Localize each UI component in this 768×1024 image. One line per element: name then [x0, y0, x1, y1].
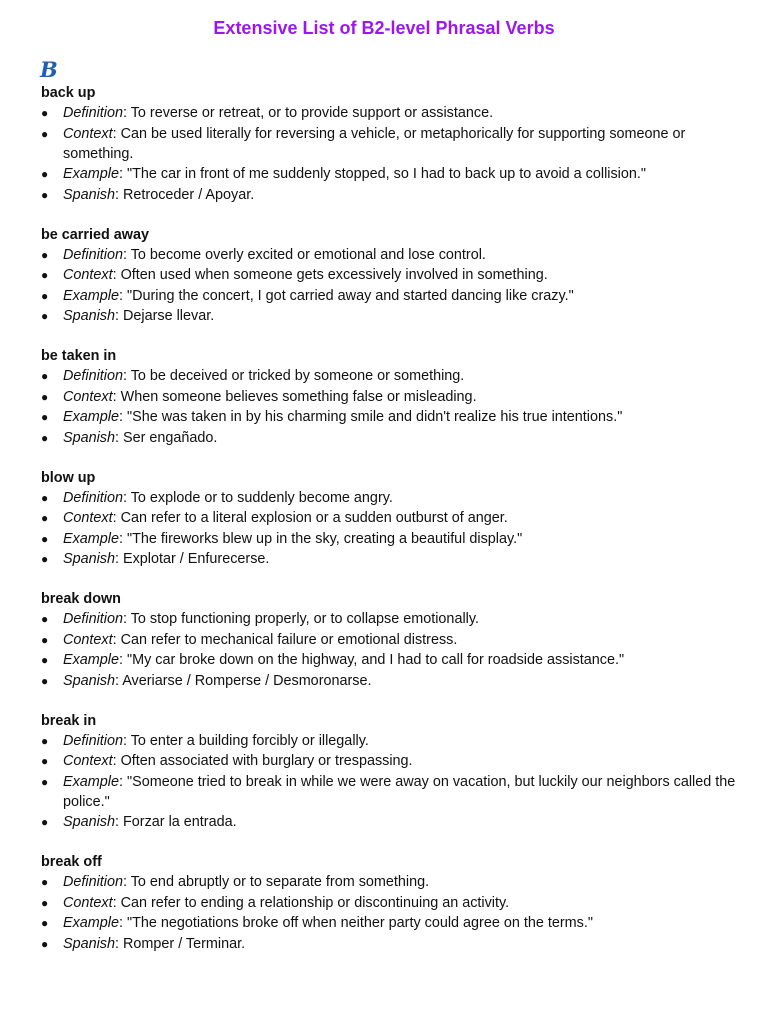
detail-item [41, 671, 741, 691]
entry-term: blow up [41, 469, 96, 486]
detail-item [41, 772, 741, 812]
detail-label: Example [63, 409, 119, 425]
detail-item [41, 428, 741, 448]
bullet-icon: ● [41, 106, 49, 120]
detail-text: : Often associated with burglary or trespassing. [112, 753, 413, 769]
detail-label: Spanish [63, 308, 116, 324]
bullet-icon: ● [41, 247, 49, 262]
detail-text: : To become overly excited or emotional and lose control. [123, 246, 486, 263]
page-title: Extensive List of B2-level Phrasal Verbs [213, 18, 555, 38]
detail-item [41, 164, 741, 184]
detail-label: Example [63, 166, 119, 182]
phrasal-verb-list [41, 83, 741, 974]
entry-details-list [41, 366, 741, 448]
detail-text: : Dejarse llevar. [115, 308, 215, 324]
detail-label: Example [63, 287, 119, 304]
bullet-icon: ● [41, 410, 49, 424]
detail-text: : To explode or to suddenly become angry. [123, 489, 393, 506]
detail-label: Context [63, 753, 113, 769]
entry [41, 468, 741, 570]
detail-label: Context [63, 894, 113, 911]
detail-item [41, 630, 741, 650]
bullet-icon: ● [41, 389, 49, 404]
bullet-icon: ● [41, 612, 49, 626]
bullet-icon: ● [41, 754, 49, 768]
detail-label: Spanish [63, 551, 116, 567]
bullet-icon: ● [41, 430, 49, 445]
detail-item [41, 508, 741, 528]
detail-item [41, 529, 741, 549]
detail-label: Context [63, 510, 113, 526]
detail-text: : Retroceder / Apoyar. [115, 186, 255, 203]
entry [41, 83, 741, 205]
detail-item [41, 751, 741, 771]
entry-details-list [41, 609, 741, 691]
detail-item [41, 872, 741, 892]
entry-term: be carried away [41, 226, 149, 243]
entry-term: break in [41, 712, 97, 729]
detail-label: Spanish [63, 935, 116, 952]
bullet-icon: ● [41, 288, 49, 303]
entry-details-list [41, 245, 741, 327]
detail-item [41, 609, 741, 629]
bullet-icon: ● [41, 653, 49, 667]
bullet-icon: ● [41, 875, 49, 889]
entry [41, 225, 741, 327]
bullet-icon: ● [41, 268, 49, 282]
detail-label: Spanish [63, 672, 116, 689]
bullet-icon: ● [41, 187, 49, 202]
detail-item [41, 893, 741, 913]
detail-item [41, 366, 741, 386]
entry-details-list [41, 872, 741, 954]
bullet-icon: ● [41, 490, 49, 505]
detail-text: : "During the concert, I got carried away and started dancing like crazy." [119, 287, 574, 304]
detail-item [41, 407, 741, 427]
detail-item [41, 549, 741, 569]
detail-text: : Can be used literally for reversing a vehicle, or metaphorically for supporting someone or something. [63, 125, 686, 162]
detail-label: Definition [63, 489, 123, 506]
bullet-icon: ● [41, 673, 49, 688]
detail-item [41, 185, 741, 205]
entry-term: back up [41, 85, 96, 101]
detail-text: : Forzar la entrada. [115, 814, 237, 830]
entry [41, 589, 741, 691]
detail-text: : To enter a building forcibly or illegally. [123, 732, 369, 749]
detail-label: Context [63, 631, 113, 648]
entry-term: break down [41, 591, 121, 607]
detail-text: : "The negotiations broke off when neither party could agree on the terms." [119, 915, 593, 931]
detail-label: Definition [63, 105, 123, 121]
bullet-icon: ● [41, 815, 49, 829]
entry [41, 852, 741, 954]
detail-text: : When someone believes something false or misleading. [112, 388, 477, 405]
detail-item [41, 245, 741, 265]
detail-label: Example [63, 530, 119, 547]
detail-item [41, 731, 741, 751]
detail-item [41, 934, 741, 954]
bullet-icon: ● [41, 309, 49, 323]
detail-text: : Averiarse / Romperse / Desmoronarse. [115, 672, 372, 689]
detail-text: : Ser engañado. [115, 429, 218, 446]
detail-text: : "The car in front of me suddenly stopped, so I had to back up to avoid a collision." [119, 166, 646, 182]
detail-item [41, 103, 741, 123]
detail-item [41, 812, 741, 832]
entry [41, 346, 741, 448]
entry-term: be taken in [41, 348, 117, 364]
detail-label: Definition [63, 368, 123, 384]
detail-text: : To reverse or retreat, or to provide support or assistance. [123, 105, 494, 121]
section-letter: B [40, 57, 58, 82]
entry-details-list [41, 488, 741, 570]
bullet-icon: ● [41, 632, 49, 647]
entry-details-list [41, 731, 741, 833]
bullet-icon: ● [41, 936, 49, 951]
bullet-icon: ● [41, 733, 49, 748]
detail-item [41, 124, 741, 164]
detail-label: Context [63, 267, 113, 283]
bullet-icon: ● [41, 774, 49, 789]
detail-label: Spanish [63, 186, 116, 203]
detail-label: Definition [63, 874, 123, 890]
detail-text: : To end abruptly or to separate from something. [123, 874, 430, 890]
entry [41, 711, 741, 833]
detail-label: Example [63, 652, 119, 668]
detail-item [41, 488, 741, 508]
detail-label: Definition [63, 246, 123, 263]
entry-term: break off [41, 854, 102, 870]
detail-text: : Often used when someone gets excessively involved in something. [112, 267, 548, 283]
bullet-icon: ● [41, 126, 49, 141]
bullet-icon: ● [41, 552, 49, 566]
detail-label: Definition [63, 611, 123, 627]
detail-label: Spanish [63, 814, 116, 830]
detail-item [41, 306, 741, 326]
entry-details-list [41, 103, 741, 205]
detail-text: : Explotar / Enfurecerse. [115, 551, 270, 567]
detail-text: : "Someone tried to break in while we were away on vacation, but luckily our neighbors called the police." [63, 773, 736, 810]
detail-text: : "The fireworks blew up in the sky, creating a beautiful display." [119, 530, 523, 547]
bullet-icon: ● [41, 531, 49, 546]
detail-text: : "She was taken in by his charming smile and didn't realize his true intentions." [119, 409, 623, 425]
detail-label: Context [63, 388, 113, 405]
detail-item [41, 913, 741, 933]
detail-label: Spanish [63, 429, 116, 446]
detail-text: : "My car broke down on the highway, and I had to call for roadside assistance." [119, 652, 625, 668]
detail-item [41, 650, 741, 670]
detail-label: Definition [63, 732, 123, 749]
bullet-icon: ● [41, 511, 49, 525]
bullet-icon: ● [41, 916, 49, 930]
detail-text: : Romper / Terminar. [115, 935, 246, 952]
detail-label: Example [63, 915, 119, 931]
detail-item [41, 265, 741, 285]
detail-item [41, 387, 741, 407]
detail-item [41, 286, 741, 306]
detail-text: : To be deceived or tricked by someone or something. [123, 368, 465, 384]
detail-label: Example [63, 773, 119, 790]
detail-text: : Can refer to ending a relationship or discontinuing an activity. [112, 894, 510, 911]
bullet-icon: ● [41, 369, 49, 383]
bullet-icon: ● [41, 167, 49, 181]
detail-text: : To stop functioning properly, or to collapse emotionally. [123, 611, 479, 627]
detail-label: Context [63, 125, 113, 142]
detail-text: : Can refer to a literal explosion or a sudden outburst of anger. [112, 510, 508, 526]
bullet-icon: ● [41, 895, 49, 910]
detail-text: : Can refer to mechanical failure or emotional distress. [112, 631, 458, 648]
